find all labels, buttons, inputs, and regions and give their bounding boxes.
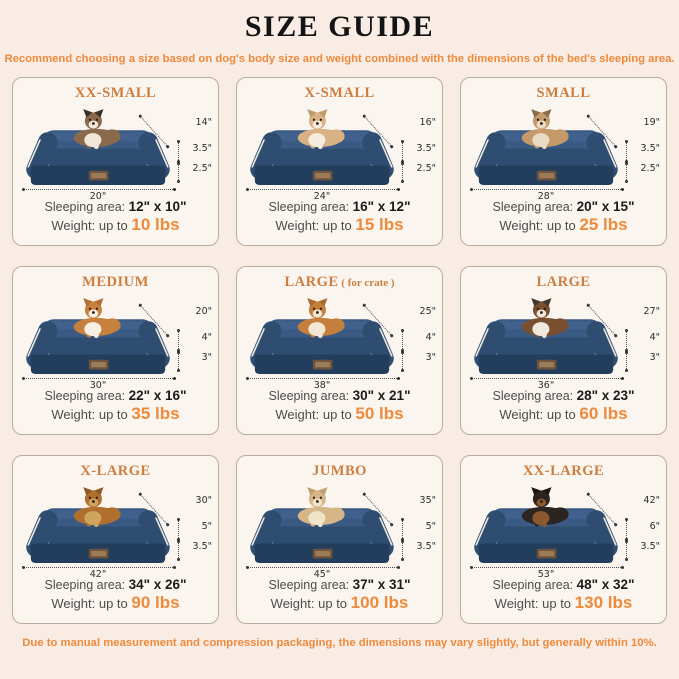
width-measurement-label: 28" <box>537 191 555 202</box>
base-measure-line <box>178 541 179 560</box>
size-card-large <box>460 266 667 435</box>
size-card-x-large <box>12 455 219 624</box>
bolster-measure-line <box>626 141 627 162</box>
weight-value: 15 lbs <box>355 215 404 234</box>
weight-value: 100 lbs <box>350 593 409 612</box>
base-height-label: 3" <box>649 352 660 363</box>
sleeping-area-label: Sleeping area: <box>268 200 350 214</box>
bolster-height-label: 4" <box>649 332 660 343</box>
labrador-icon <box>287 485 351 530</box>
base-measure-line <box>402 541 403 560</box>
width-measure-line <box>247 378 399 379</box>
recommendation-subtitle: Recommend choosing a size based on dog's body size and weight combined with the dimensions of the bed's sleeping area. <box>4 53 675 65</box>
weight-row <box>461 215 666 235</box>
disclaimer-note: Due to manual measurement and compression packaging, the dimensions may vary slightly, but generally within 10%. <box>22 637 657 649</box>
sleeping-area-value: 16" x 12" <box>352 199 411 214</box>
weight-value: 60 lbs <box>579 404 628 423</box>
australian-shepherd-icon <box>511 296 575 341</box>
bed-illustration <box>243 480 436 580</box>
width-measurement-label: 53" <box>537 569 555 580</box>
size-name-text: XX-LARGE <box>522 463 605 479</box>
cat-icon <box>63 107 127 152</box>
up-to-label: up to <box>546 407 576 422</box>
up-to-label: up to <box>98 596 128 611</box>
sleeping-area-value: 34" x 26" <box>128 577 187 592</box>
sleeping-area-value: 20" x 15" <box>576 199 635 214</box>
weight-row <box>13 404 218 424</box>
weight-value: 10 lbs <box>131 215 180 234</box>
sleeping-area-label: Sleeping area: <box>492 578 574 592</box>
weight-value: 35 lbs <box>131 404 180 423</box>
size-card-xx-large <box>460 455 667 624</box>
size-name-text: JUMBO <box>312 463 367 479</box>
size-name-text: X-LARGE <box>80 463 151 479</box>
size-name <box>13 463 218 480</box>
weight-row <box>237 215 442 235</box>
base-height-label: 2.5" <box>640 163 660 174</box>
bolster-height-label: 3.5" <box>192 143 212 154</box>
weight-label: Weight: <box>51 218 96 233</box>
base-measure-line <box>626 541 627 560</box>
puppy-icon <box>287 107 351 152</box>
weight-value: 90 lbs <box>131 593 180 612</box>
up-to-label: up to <box>98 218 128 233</box>
golden-retriever-icon <box>63 485 127 530</box>
shiba-inu-icon <box>287 296 351 341</box>
sleeping-area-label: Sleeping area: <box>492 389 574 403</box>
bolster-height-label: 4" <box>425 332 436 343</box>
sleeping-area-value: 48" x 32" <box>576 577 635 592</box>
size-name-text: MEDIUM <box>82 274 149 290</box>
up-to-label: up to <box>546 218 576 233</box>
size-name-text: LARGE <box>536 274 591 290</box>
bolster-measure-line <box>178 519 179 540</box>
bolster-measure-line <box>178 141 179 162</box>
depth-measurement-label: 16" <box>419 117 436 128</box>
size-card-medium <box>12 266 219 435</box>
bolster-measure-line <box>402 141 403 162</box>
bolster-measure-line <box>178 330 179 351</box>
bed-illustration <box>243 291 436 391</box>
size-name <box>461 463 666 480</box>
width-measure-line <box>23 378 175 379</box>
sleeping-area-value: 22" x 16" <box>128 388 187 403</box>
base-measure-line <box>626 352 627 371</box>
weight-row <box>461 593 666 613</box>
bed-illustration <box>19 291 212 391</box>
bed-illustration <box>19 102 212 202</box>
weight-label: Weight: <box>494 596 539 611</box>
depth-measurement-label: 20" <box>195 306 212 317</box>
bolster-measure-line <box>626 519 627 540</box>
size-name <box>237 274 442 291</box>
size-name-text: LARGE <box>284 274 339 290</box>
size-name <box>237 85 442 102</box>
width-measure-line <box>23 189 175 190</box>
bolster-height-label: 5" <box>425 521 436 532</box>
bed-illustration <box>467 480 660 580</box>
base-height-label: 3" <box>425 352 436 363</box>
weight-row <box>13 215 218 235</box>
size-name <box>13 85 218 102</box>
bed-illustration <box>243 102 436 202</box>
base-height-label: 3.5" <box>416 541 436 552</box>
page-header <box>0 0 679 65</box>
bolster-height-label: 4" <box>201 332 212 343</box>
width-measurement-label: 45" <box>313 569 331 580</box>
size-grid <box>0 65 679 624</box>
width-measure-line <box>471 378 623 379</box>
weight-label: Weight: <box>275 407 320 422</box>
depth-measurement-label: 30" <box>195 495 212 506</box>
size-name <box>461 274 666 291</box>
bolster-height-label: 3.5" <box>640 143 660 154</box>
bed-illustration <box>467 291 660 391</box>
depth-measurement-label: 27" <box>643 306 660 317</box>
up-to-label: up to <box>318 596 348 611</box>
sleeping-area-label: Sleeping area: <box>44 389 126 403</box>
up-to-label: up to <box>542 596 572 611</box>
depth-measurement-label: 25" <box>419 306 436 317</box>
base-measure-line <box>626 163 627 182</box>
size-name <box>461 85 666 102</box>
base-measure-line <box>178 352 179 371</box>
bolster-measure-line <box>626 330 627 351</box>
width-measure-line <box>247 189 399 190</box>
weight-row <box>237 593 442 613</box>
up-to-label: up to <box>322 218 352 233</box>
weight-label: Weight: <box>270 596 315 611</box>
sleeping-area-label: Sleeping area: <box>268 578 350 592</box>
size-name-text: XX-SMALL <box>74 85 157 101</box>
base-measure-line <box>178 163 179 182</box>
bolster-height-label: 3.5" <box>416 143 436 154</box>
size-card-xx-small <box>12 77 219 246</box>
width-measure-line <box>471 189 623 190</box>
weight-value: 50 lbs <box>355 404 404 423</box>
size-name <box>13 274 218 291</box>
sleeping-area-value: 37" x 31" <box>352 577 411 592</box>
size-card-small <box>460 77 667 246</box>
base-height-label: 3.5" <box>192 541 212 552</box>
sleeping-area-value: 12" x 10" <box>128 199 187 214</box>
sleeping-area-label: Sleeping area: <box>44 578 126 592</box>
base-height-label: 3" <box>201 352 212 363</box>
size-name <box>237 463 442 480</box>
bolster-height-label: 6" <box>649 521 660 532</box>
weight-label: Weight: <box>499 407 544 422</box>
up-to-label: up to <box>322 407 352 422</box>
sleeping-area-label: Sleeping area: <box>44 200 126 214</box>
sleeping-area-value: 30" x 21" <box>352 388 411 403</box>
depth-measurement-label: 14" <box>195 117 212 128</box>
weight-value: 130 lbs <box>574 593 633 612</box>
bolster-measure-line <box>402 519 403 540</box>
size-card-x-small <box>236 77 443 246</box>
depth-measurement-label: 42" <box>643 495 660 506</box>
width-measurement-label: 36" <box>537 380 555 391</box>
width-measurement-label: 30" <box>89 380 107 391</box>
size-card-jumbo <box>236 455 443 624</box>
base-measure-line <box>402 352 403 371</box>
bed-illustration <box>467 102 660 202</box>
sleeping-area-label: Sleeping area: <box>492 200 574 214</box>
base-height-label: 2.5" <box>416 163 436 174</box>
depth-measurement-label: 19" <box>643 117 660 128</box>
size-name-text: X-SMALL <box>304 85 375 101</box>
french-bulldog-icon <box>511 107 575 152</box>
base-height-label: 3.5" <box>640 541 660 552</box>
bolster-measure-line <box>402 330 403 351</box>
up-to-label: up to <box>98 407 128 422</box>
page-title: SIZE GUIDE <box>244 10 435 43</box>
weight-value: 25 lbs <box>579 215 628 234</box>
width-measurement-label: 42" <box>89 569 107 580</box>
weight-label: Weight: <box>51 407 96 422</box>
rottweiler-icon <box>511 485 575 530</box>
sleeping-area-label: Sleeping area: <box>268 389 350 403</box>
width-measurement-label: 24" <box>313 191 331 202</box>
weight-label: Weight: <box>499 218 544 233</box>
corgi-icon <box>63 296 127 341</box>
depth-measurement-label: 35" <box>419 495 436 506</box>
weight-row <box>237 404 442 424</box>
sleeping-area-value: 28" x 23" <box>576 388 635 403</box>
base-height-label: 2.5" <box>192 163 212 174</box>
weight-row <box>13 593 218 613</box>
weight-label: Weight: <box>51 596 96 611</box>
width-measurement-label: 20" <box>89 191 107 202</box>
bolster-height-label: 5" <box>201 521 212 532</box>
width-measure-line <box>247 567 399 568</box>
bed-illustration <box>19 480 212 580</box>
size-card-large-for-crate <box>236 266 443 435</box>
size-name-text: SMALL <box>536 85 591 101</box>
width-measure-line <box>471 567 623 568</box>
base-measure-line <box>402 163 403 182</box>
width-measure-line <box>23 567 175 568</box>
weight-label: Weight: <box>275 218 320 233</box>
size-name-suffix: ( for crate ) <box>338 277 395 289</box>
weight-row <box>461 404 666 424</box>
width-measurement-label: 38" <box>313 380 331 391</box>
